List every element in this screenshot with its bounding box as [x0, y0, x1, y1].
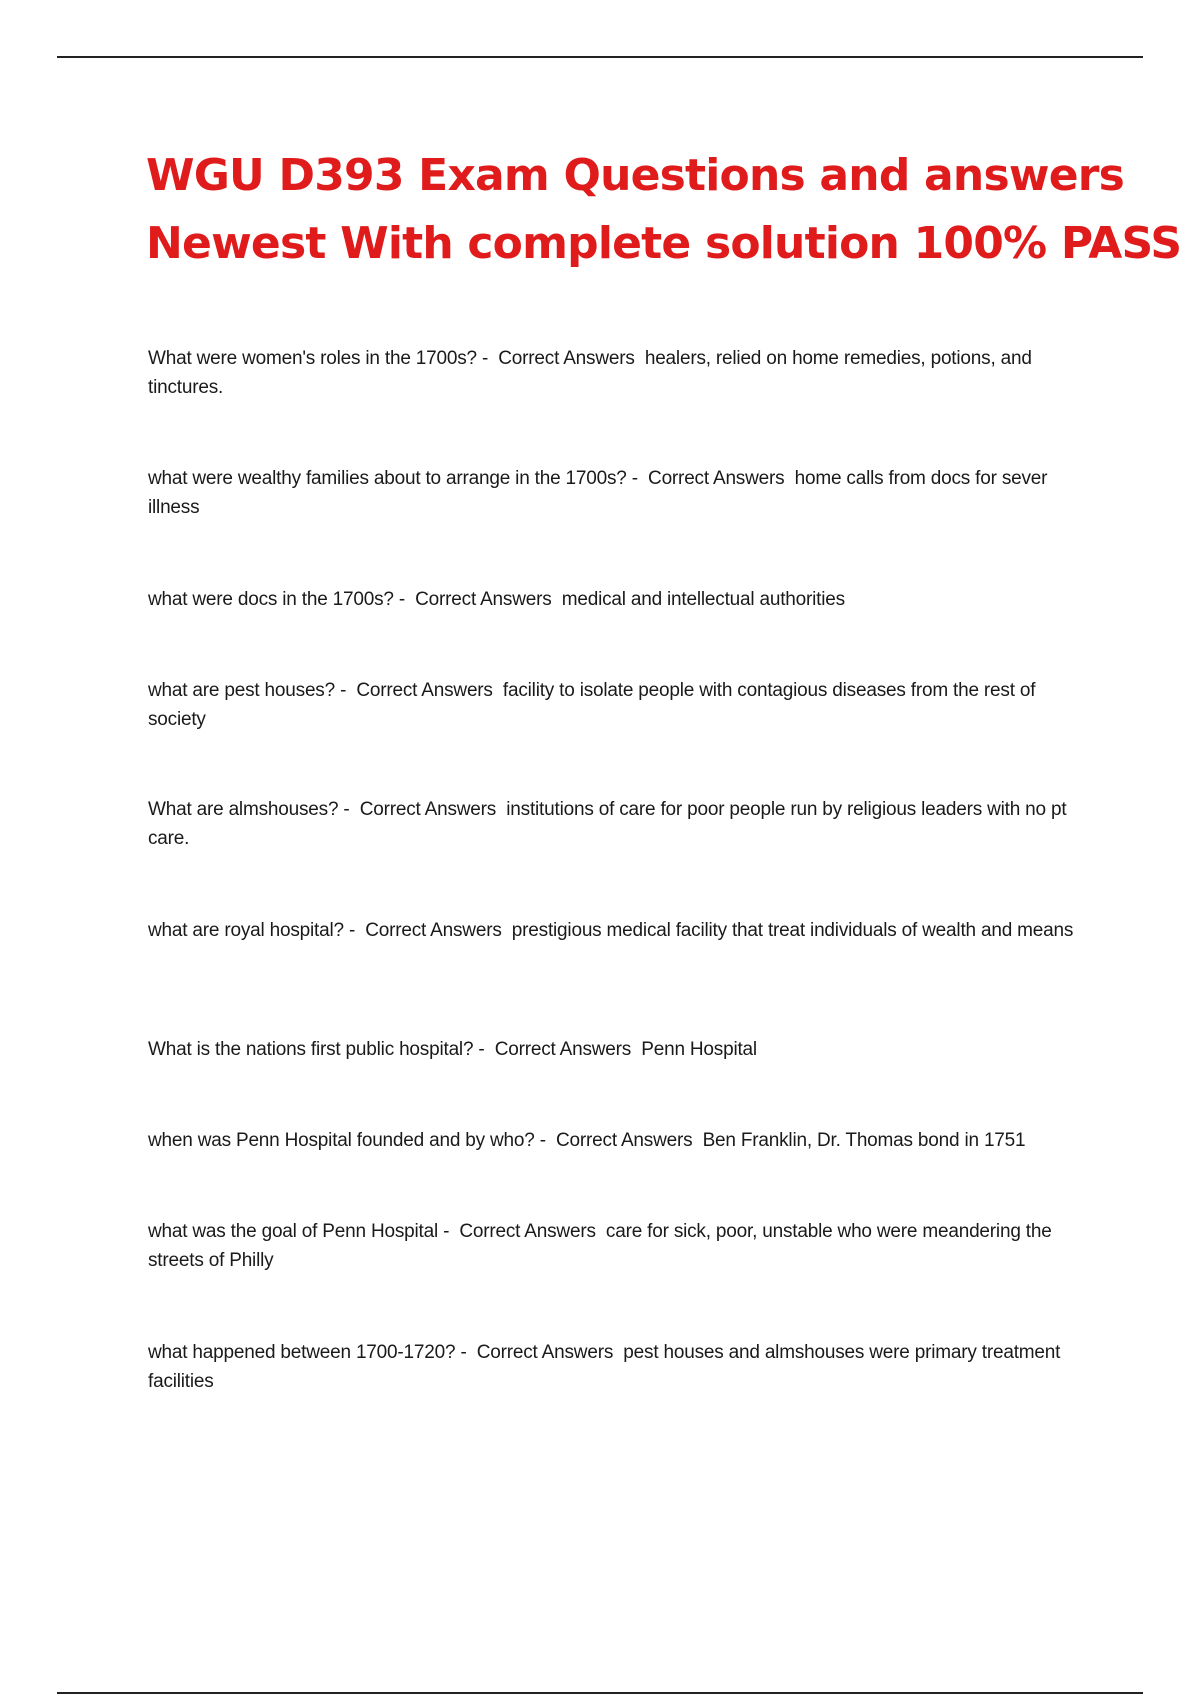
question-text: What were women's roles in the 1700s?: [148, 348, 477, 369]
question-text: when was Penn Hospital founded and by who?: [148, 1130, 535, 1151]
question-text: What are almshouses?: [148, 799, 339, 820]
answer-label: Correct Answers: [359, 799, 497, 820]
answer-label: Correct Answers: [356, 680, 493, 701]
answer-text: prestigious medical facility that treat individuals of wealth and means: [511, 920, 1074, 941]
answer-label: Correct Answers: [648, 468, 785, 489]
answer-text: Penn Hospital: [641, 1039, 757, 1060]
answer-label: Correct Answers: [556, 1130, 693, 1151]
top-rule: [57, 56, 1143, 58]
qa-item: what was the goal of Penn Hospital - Correct Answers care for sick, poor, unstable who were meandering the streets of Philly: [148, 1221, 1052, 1271]
answer-text: care for sick, poor, unstable who were meandering the streets of Philly: [148, 1221, 1052, 1271]
answer-text: Ben Franklin, Dr. Thomas bond in 1751: [702, 1130, 1026, 1151]
answer-text: pest houses and almshouses were primary treatment facilities: [148, 1342, 1061, 1392]
question-text: what happened between 1700-1720?: [148, 1342, 456, 1363]
answer-label: Correct Answers: [494, 1039, 632, 1060]
qa-item: What are almshouses? - Correct Answers institutions of care for poor people run by religious leaders with no pt care.: [148, 799, 1067, 849]
qa-item: what are royal hospital? - Correct Answers prestigious medical facility that treat individuals of wealth and means: [148, 920, 1074, 941]
question-text: What is the nations first public hospital?: [148, 1039, 474, 1060]
answer-label: Correct Answers: [476, 1342, 614, 1363]
qa-item: when was Penn Hospital founded and by who? - Correct Answers Ben Franklin, Dr. Thomas bond in 1751: [148, 1130, 1026, 1151]
qa-item: what were wealthy families about to arrange in the 1700s? - Correct Answers home calls from docs for sever illness: [148, 468, 1048, 518]
question-text: what are pest houses?: [148, 680, 335, 701]
document-title: [146, 142, 1182, 278]
title-line-2: Newest With complete solution 100% PASS: [146, 218, 1182, 269]
qa-item: What is the nations first public hospital? - Correct Answers Penn Hospital: [148, 1039, 757, 1060]
qa-item: what were docs in the 1700s? - Correct Answers medical and intellectual authorities: [148, 589, 845, 610]
qa-item: what are pest houses? - Correct Answers facility to isolate people with contagious diseases from the rest of society: [148, 680, 1036, 730]
title-line-1: WGU D393 Exam Questions and answers: [146, 150, 1125, 201]
answer-text: facility to isolate people with contagious diseases from the rest of society: [148, 680, 1036, 730]
question-text: what was the goal of Penn Hospital: [148, 1221, 438, 1242]
question-text: what are royal hospital?: [148, 920, 344, 941]
answer-text: institutions of care for poor people run by religious leaders with no pt care.: [148, 799, 1067, 849]
qa-item: What were women's roles in the 1700s? - Correct Answers healers, relied on home remedies, potions, and tinctures.: [148, 348, 1032, 398]
answer-text: home calls from docs for sever illness: [148, 468, 1048, 518]
bottom-rule: [57, 1692, 1143, 1694]
answer-label: Correct Answers: [415, 589, 552, 610]
answer-text: medical and intellectual authorities: [561, 589, 845, 610]
answer-label: Correct Answers: [459, 1221, 596, 1242]
answer-label: Correct Answers: [498, 348, 635, 369]
question-text: what were wealthy families about to arrange in the 1700s?: [148, 468, 627, 489]
answer-label: Correct Answers: [365, 920, 502, 941]
question-text: what were docs in the 1700s?: [148, 589, 394, 610]
answer-text: healers, relied on home remedies, potions, and tinctures.: [148, 348, 1032, 398]
qa-item: what happened between 1700-1720? - Correct Answers pest houses and almshouses were primary treatment facilities: [148, 1342, 1061, 1392]
